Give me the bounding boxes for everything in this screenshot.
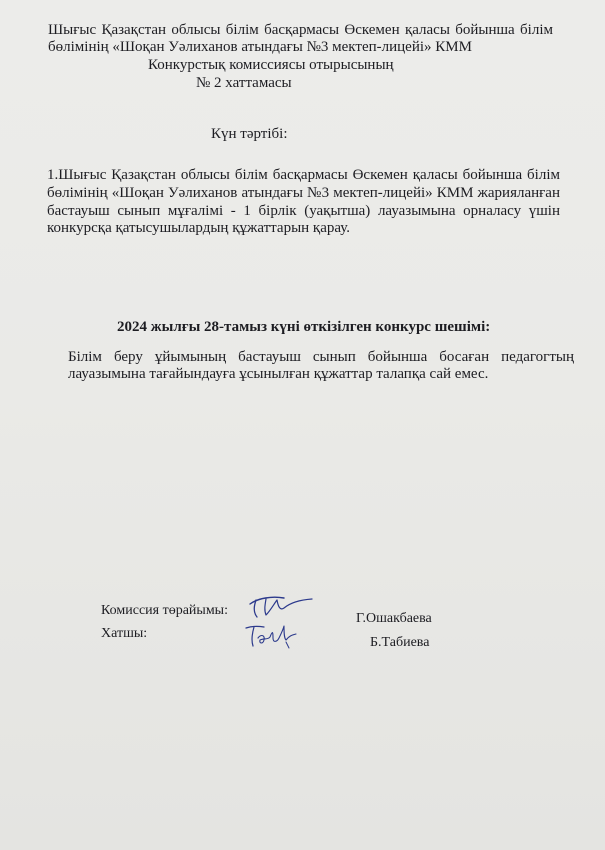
agenda-title: Күн тәртібі: xyxy=(211,126,288,142)
header-line-2: бөлімінің «Шоқан Уәлиханов атындағы №3 мектеп-лицейі» КММ xyxy=(48,39,472,55)
header-line-4: № 2 хаттамасы xyxy=(196,75,292,91)
agenda-line-2: бөлімінің «Шоқан Уәлиханов атындағы №3 мектеп-лицейі» КММ жарияланған xyxy=(47,185,560,201)
chair-label: Комиссия төрайымы: xyxy=(101,603,228,618)
chair-signature-icon xyxy=(244,590,324,620)
agenda-line-4: конкурсқа қатысушылардың құжаттарын қарау. xyxy=(47,220,351,236)
secretary-label: Хатшы: xyxy=(101,626,148,641)
chair-name: Г.Ошакбаева xyxy=(356,611,432,626)
header-line-1: Шығыс Қазақстан облысы білім басқармасы Өскемен қаласы бойынша білім xyxy=(48,22,553,38)
secretary-name: Б.Табиева xyxy=(370,635,430,650)
secretary-signature-icon xyxy=(242,618,302,650)
header-line-3: Конкурстық комиссиясы отырысының xyxy=(148,57,394,73)
agenda-line-1: 1.Шығыс Қазақстан облысы білім басқармасы Өскемен қаласы бойынша білім xyxy=(47,167,560,183)
decision-line-2: лауазымына тағайындауға ұсынылған құжаттар талапқа сай емес. xyxy=(68,366,489,382)
decision-line-1: Білім беру ұйымының бастауыш сынып бойынша босаған педагогтың xyxy=(68,349,574,365)
agenda-line-3: бастауыш сынып мұғалімі - 1 бірлік (уақытша) лауазымына орналасу үшін xyxy=(47,203,560,219)
decision-heading: 2024 жылғы 28-тамыз күні өткізілген конкурс шешімі: xyxy=(117,319,491,335)
